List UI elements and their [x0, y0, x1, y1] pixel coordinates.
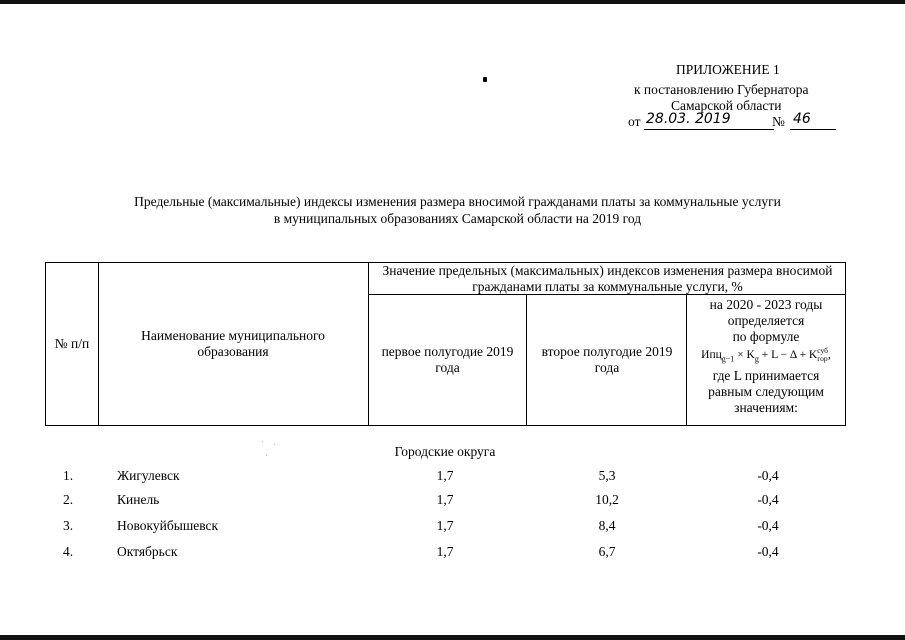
title-line-1: Предельные (максимальные) индексы изменения размера вносимой гражданами платы за коммунальные услуги [134, 194, 781, 209]
row-num: 1. [62, 468, 74, 483]
row-name: Кинель [117, 492, 160, 507]
row-first-half: 1,7 [436, 544, 454, 559]
header-bottom-border [45, 425, 846, 426]
row-first-half: 1,7 [436, 468, 454, 483]
appendix-number: 46 [793, 111, 811, 127]
row-l-value: -0,4 [757, 544, 779, 559]
ink-dot [483, 77, 487, 82]
scan-top-border [0, 0, 905, 4]
appendix-from-label: от [628, 114, 641, 129]
document-title [40, 193, 875, 227]
header-num: № п/п [54, 336, 90, 351]
row-name: Жигулевск [117, 468, 180, 483]
appendix-date: 28.03. 2019 [646, 111, 731, 127]
row-name: Октябрьск [117, 544, 178, 559]
scan-speck [262, 441, 263, 442]
row-second-half: 5,3 [598, 468, 616, 483]
row-second-half: 10,2 [595, 492, 619, 507]
formula: $Ипц_{g-1} \times K_g + L - \Delta$ + Kсуб гор, [701, 346, 831, 364]
col3-line-2: определяется [727, 313, 805, 328]
row-name: Новокуйбышевск [117, 518, 219, 533]
row-second-half: 8,4 [598, 518, 616, 533]
header-col-second-half: второе полугодие 2019 года [541, 344, 673, 375]
col3-line-1: на 2020 - 2023 годы [709, 297, 823, 312]
row-num: 2. [62, 492, 74, 507]
header-col-2020-2023 [687, 297, 845, 416]
header-group: Значение предельных (максимальных) индексов изменения размера вносимой гражданами платы за коммунальные услуги, % [382, 262, 833, 294]
row-num: 4. [62, 544, 74, 559]
header-divider-col1 [526, 294, 527, 425]
header-col-first-half: первое полугодие 2019 года [381, 344, 514, 375]
row-first-half: 1,7 [436, 492, 454, 507]
col3-line-7: значениям: [734, 400, 798, 416]
row-l-value: -0,4 [757, 518, 779, 533]
header-right-border [845, 262, 846, 425]
header-name: Наименование муниципального образования [141, 328, 325, 359]
row-num: 3. [62, 518, 74, 533]
row-l-value: -0,4 [757, 492, 779, 507]
row-first-half: 1,7 [436, 518, 454, 533]
title-line-2: в муниципальных образованиях Самарской области на 2019 год [273, 211, 642, 226]
col3-line-3: по формуле [732, 329, 800, 344]
row-l-value: -0,4 [757, 468, 779, 483]
number-underline [790, 129, 836, 130]
scan-bottom-border [0, 635, 905, 640]
col3-line-6: равным следующим [708, 384, 824, 400]
appendix-line-decree: к постановлению Губернатора [634, 82, 809, 97]
header-divider-num [98, 262, 99, 425]
section-heading: Городские округа [394, 444, 496, 459]
appendix-number-label: № [772, 114, 785, 129]
date-underline [644, 129, 774, 130]
col3-line-5: где L принимается [712, 368, 820, 384]
row-second-half: 6,7 [598, 544, 616, 559]
appendix-heading: ПРИЛОЖЕНИЕ 1 [676, 62, 780, 77]
appendix-line-region: Самарской области [671, 98, 782, 113]
header-divider-name [368, 262, 369, 425]
